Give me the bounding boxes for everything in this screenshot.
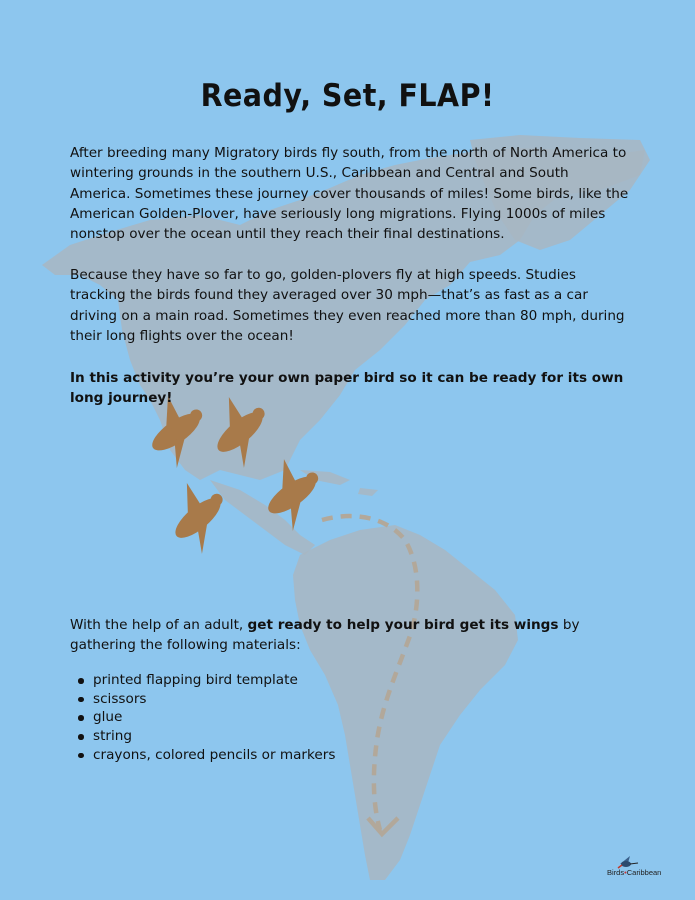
intro-paragraph: After breeding many Migratory birds fly south, from the north of North America to wintering grounds in the southern U.S., Caribbean and Central and South America. Sometimes these journey cover thousands of miles! Some birds, like the American Golden-Plover, have seriously long migrations. Flying 1000s of miles nonstop over the ocean until they reach their final destinations.: [70, 145, 629, 243]
activity-paragraph: In this activity you’re your own paper bird so it can be ready for its own long journey!: [70, 370, 624, 407]
materials-intro-pre: With the help of an adult,: [70, 617, 248, 633]
list-item: scissors: [75, 690, 335, 709]
logo-text-left: Birds: [607, 868, 625, 877]
bird-icon-4: [155, 471, 242, 559]
materials-list: [75, 671, 335, 765]
list-item: crayons, colored pencils or markers: [75, 746, 335, 765]
list-item: glue: [75, 708, 335, 727]
materials-intro-paragraph: [70, 615, 630, 656]
materials-intro-post: by gathering the following materials:: [70, 617, 580, 654]
speed-paragraph: Because they have so far to go, golden-plovers fly at high speeds. Studies tracking the birds found they averaged over 30 mph—that’s as fast as a car driving on a main road. Sometimes they even reached more than 80 mph, during their long flights over the ocean!: [70, 267, 625, 344]
materials-intro-bold: get ready to help your bird get its wings: [247, 617, 559, 633]
logo-text-right: Caribbean: [626, 868, 662, 877]
list-item: string: [75, 727, 335, 746]
page-title: Ready, Set, FLAP!: [200, 78, 495, 114]
logo-text: Birds•Caribbean: [607, 868, 662, 877]
list-item: printed flapping bird template: [75, 671, 335, 690]
hummingbird-icon: [618, 856, 638, 868]
